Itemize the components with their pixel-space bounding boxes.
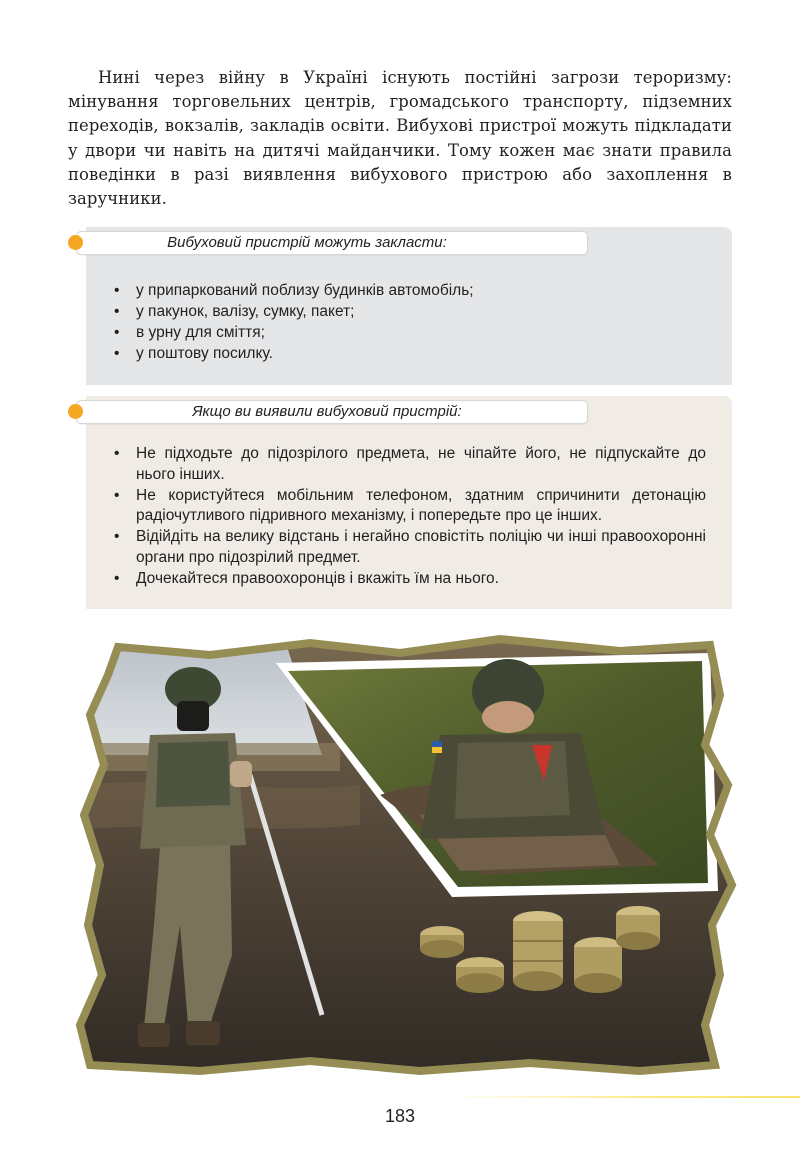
page-number: 183 xyxy=(384,1106,416,1126)
explosive-locations-box xyxy=(86,227,732,385)
footer-accent-line xyxy=(448,1096,800,1098)
found-explosive-heading: Якщо ви виявили вибуховий пристрій: xyxy=(76,400,588,424)
list-item: • Відійдіть на велику відстань і негайно сповістіть поліцію чи інші правоохоронні органи про підозрілий предмет. xyxy=(114,527,706,569)
found-explosive-list xyxy=(114,444,706,590)
found-explosive-box xyxy=(86,396,732,609)
list-item: • у поштову посилку. xyxy=(114,343,706,364)
explosive-locations-list xyxy=(114,280,706,364)
list-item: • у припаркований поблизу будинків автомобіль; xyxy=(114,280,706,301)
list-item: • Дочекайтеся правоохоронців і вкажіть їм на нього. xyxy=(114,569,706,590)
intro-paragraph: Нині через війну в Україні існують постійні загрози тероризму: мінування торговельних центрів, громадського транспорту, підземних переходів, вокзалів, закладів освіти. Вибухові пристрої можуть підкладати у двори чи навіть на дитячі майданчики. Тому кожен має знати правила поведінки в разі виявлення вибухового пристрою або захоплення в заручники. xyxy=(68,68,732,209)
list-item: • Не підходьте до підозрілого предмета, не чіпайте його, не підпускайте до нього інших. xyxy=(114,444,706,486)
deminer-photo-collage xyxy=(60,625,740,1085)
list-item: • у пакунок, валізу, сумку, пакет; xyxy=(114,301,706,322)
list-item: • Не користуйтеся мобільним телефоном, здатним спричинити детонацію радіочутливого підривного механізму, і попередьте про це інших. xyxy=(114,486,706,528)
list-item: • в урну для сміття; xyxy=(114,322,706,343)
explosive-locations-heading: Вибуховий пристрій можуть закласти: xyxy=(76,231,588,255)
